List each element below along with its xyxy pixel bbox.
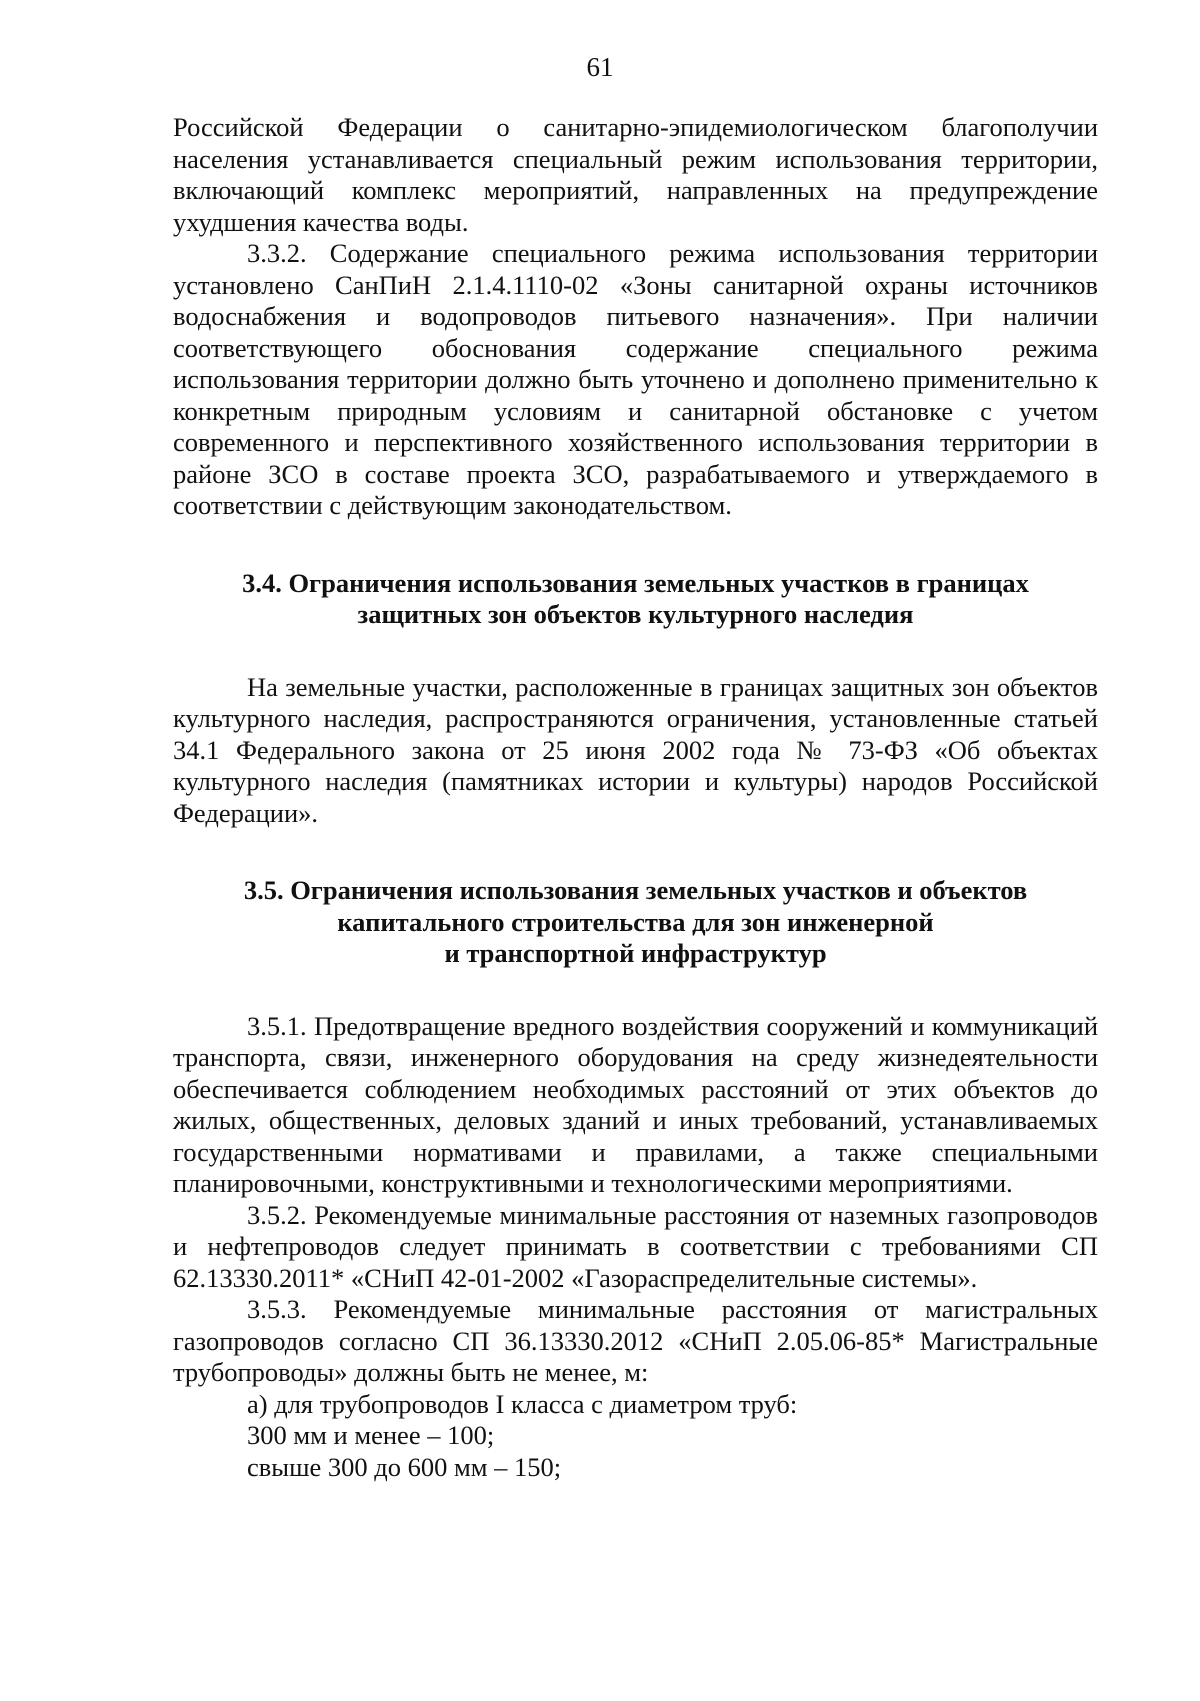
section-heading-3-5 [173, 875, 1098, 970]
heading-line: 3.5. Ограничения использования земельных участков и объектов [243, 875, 1028, 905]
paragraph-3-5-1: 3.5.1. Предотвращение вредного воздействия сооружений и коммуникаций транспорта, связи, инженерного оборудования на среду жизнедеятельности обеспечивается соблюдением необходимых расстояний от этих объектов до жилых, общественных, деловых зданий и иных требований, устанавливаемых государственными нормативами и правилами, а также специальными планировочными, конструктивными и технологическими мероприятиями. [173, 1010, 1098, 1198]
paragraph-3-3-2: 3.3.2. Содержание специального режима использования территории установлено СанПиН 2.1.4.1110-02 «Зоны санитарной охраны источников водоснабжения и водопроводов питьевого назначения». При наличии соответствующего обоснования содержание специального режима использования территории должно быть уточнено и дополнено применительно к конкретным природным условиям и санитарной обстановке с учетом современного и перспективного хозяйственного использования территории в районе ЗСО в составе проекта ЗСО, разрабатываемого и утверждаемого в соответствии с действующим законодательством. [173, 238, 1098, 520]
paragraph-3-5-2: 3.5.2. Рекомендуемые минимальные расстояния от наземных газопроводов и нефтепроводов следует принимать в соответствии с требованиями СП 62.13330.2011* «СНиП 42-01-2002 «Газораспределительные системы». [173, 1199, 1098, 1293]
paragraph-3-4: На земельные участки, расположенные в границах защитных зон объектов культурного наследия, распространяются ограничения, установленные статьей 34.1 Федерального закона от 25 июня 2002 года № 73-ФЗ «Об объектах культурного наследия (памятниках истории и культуры) народов Российской Федерации». [173, 671, 1098, 828]
heading-line: и транспортной инфраструктур [444, 938, 827, 968]
heading-line: 3.4. Ограничения использования земельных участков в границах [242, 567, 1029, 598]
section-heading-3-4 [173, 568, 1098, 631]
paragraph-continuation: Российской Федерации о санитарно-эпидемиологическом благополучии населения устанавливается специальный режим использования территории, включающий комплекс мероприятий, направленных на предупреждение ухудшения качества воды. [173, 112, 1098, 237]
paragraph-3-5-3: 3.5.3. Рекомендуемые минимальные расстояния от магистральных газопроводов согласно СП 36.13330.2012 «СНиП 2.05.06-85* Магистральные трубопроводы» должны быть не менее, м: [173, 1294, 1098, 1387]
list-item: свыше 300 до 600 мм – 150; [247, 1451, 562, 1482]
document-body [173, 112, 1098, 1483]
page-number: 61 [586, 52, 614, 82]
heading-line: капитального строительства для зон инженерной [337, 906, 934, 937]
heading-line: защитных зон объектов культурного наследия [357, 599, 914, 629]
list-item: 300 мм и менее – 100; [247, 1420, 495, 1450]
list-item: а) для трубопроводов I класса с диаметром труб: [247, 1388, 798, 1419]
